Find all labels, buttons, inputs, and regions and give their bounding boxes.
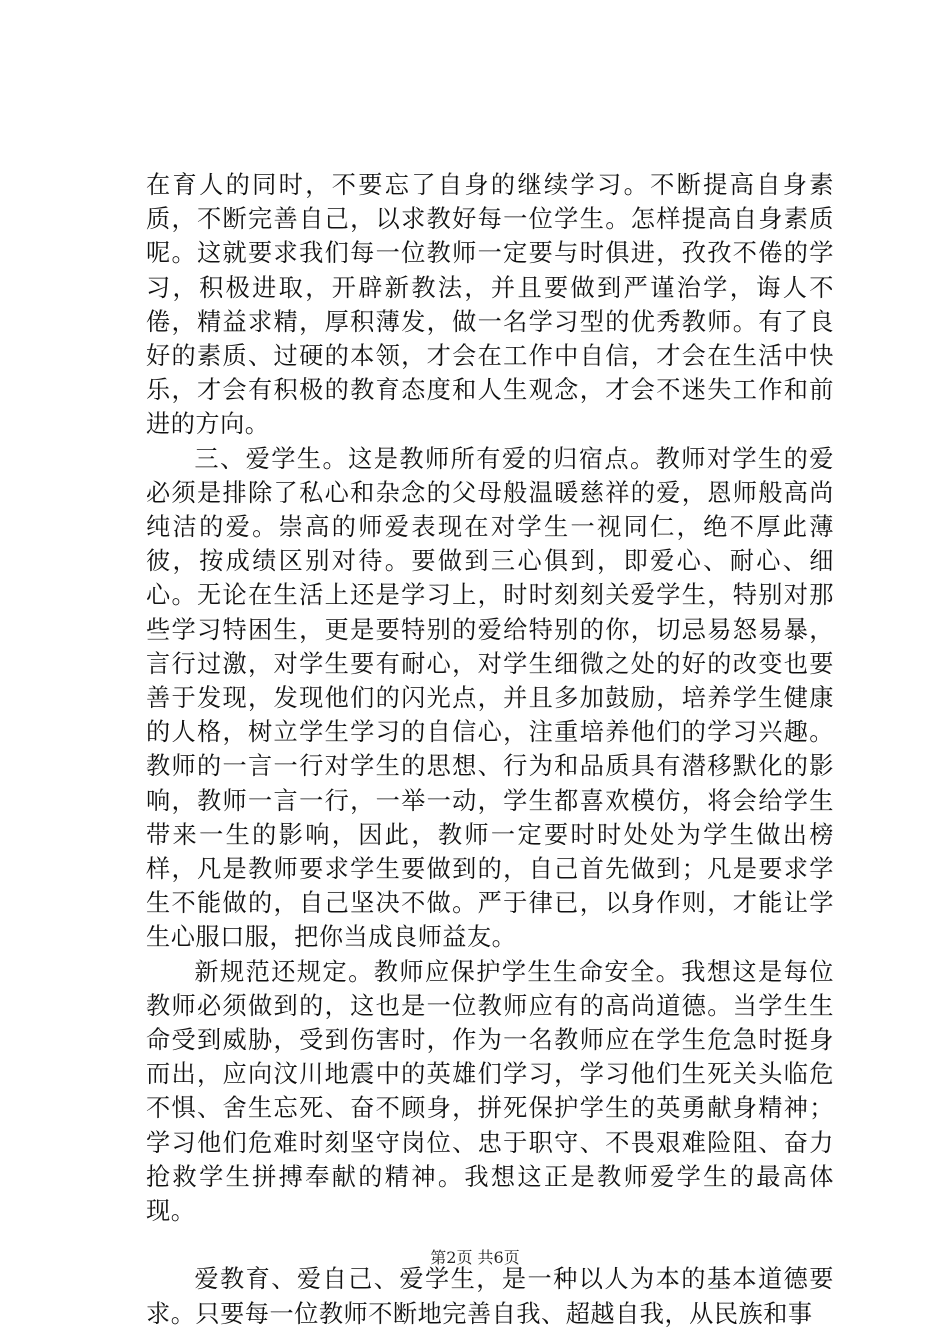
paragraph-self-improvement: 在育人的同时，不要忘了自身的继续学习。不断提高自身素质，不断完善自己，以求教好每一位学生。怎样提高自身素质呢。这就要求我们每一位教师一定要与时俱进，孜孜不倦的学习，积极进取，开辟新教法，并且要做到严谨治学，诲人不倦，精益求精，厚积薄发，做一名学习型的优秀教师。有了良好的素质、过硬的本领，才会在工作中自信，才会在生活中快乐，才会有积极的教育态度和人生观念，才会不迷失工作和前进的方向。 — [146, 171, 834, 439]
document-body — [146, 168, 834, 1331]
paragraph-love-students: 三、爱学生。这是教师所有爱的归宿点。教师对学生的爱必须是排除了私心和杂念的父母般温暖慈祥的爱，恩师般高尚纯洁的爱。崇高的师爱表现在对学生一视同仁，绝不厚此薄彼，按成绩区别对待。要做到三心俱到，即爱心、耐心、细心。无论在生活上还是学习上，时时刻刻关爱学生，特别对那些学习特困生，更是要特别的爱给特别的你，切忌易怒易暴，言行过激，对学生要有耐心，对学生细微之处的好的改变也要善于发现，发现他们的闪光点，并且多加鼓励，培养学生健康的人格，树立学生学习的自信心，注重培养他们的学习兴趣。教师的一言一行对学生的思想、行为和品质具有潜移默化的影响，教师一言一行，一举一动，学生都喜欢模仿，将会给学生带来一生的影响，因此，教师一定要时时处处为学生做出榜样，凡是教师要求学生要做到的，自己首先做到；凡是要求学生不能做的，自己坚决不做。严于律已，以身作则，才能让学生心服口服，把你当成良师益友。 — [146, 444, 834, 952]
page-number-footer: 第2页 共6页 — [430, 1248, 520, 1267]
paragraph-conclusion: 爱教育、爱自己、爱学生，是一种以人为本的基本道德要求。只要每一位教师不断地完善自我、超越自我，从民族和事 — [146, 1265, 834, 1328]
paragraph-student-safety: 新规范还规定。教师应保护学生生命安全。我想这是每位教师必须做到的，这也是一位教师应有的高尚道德。当学生生命受到威胁，受到伤害时，作为一名教师应在学生危急时挺身而出，应向汶川地震中的英雄们学习，学习他们生死关头临危不惧、舍生忘死、奋不顾身，拼死保护学生的英勇献身精神；学习他们危难时刻坚守岗位、忠于职守、不畏艰难险阻、奋力抢救学生拼搏奉献的精神。我想这正是教师爱学生的最高体现。 — [146, 957, 834, 1226]
